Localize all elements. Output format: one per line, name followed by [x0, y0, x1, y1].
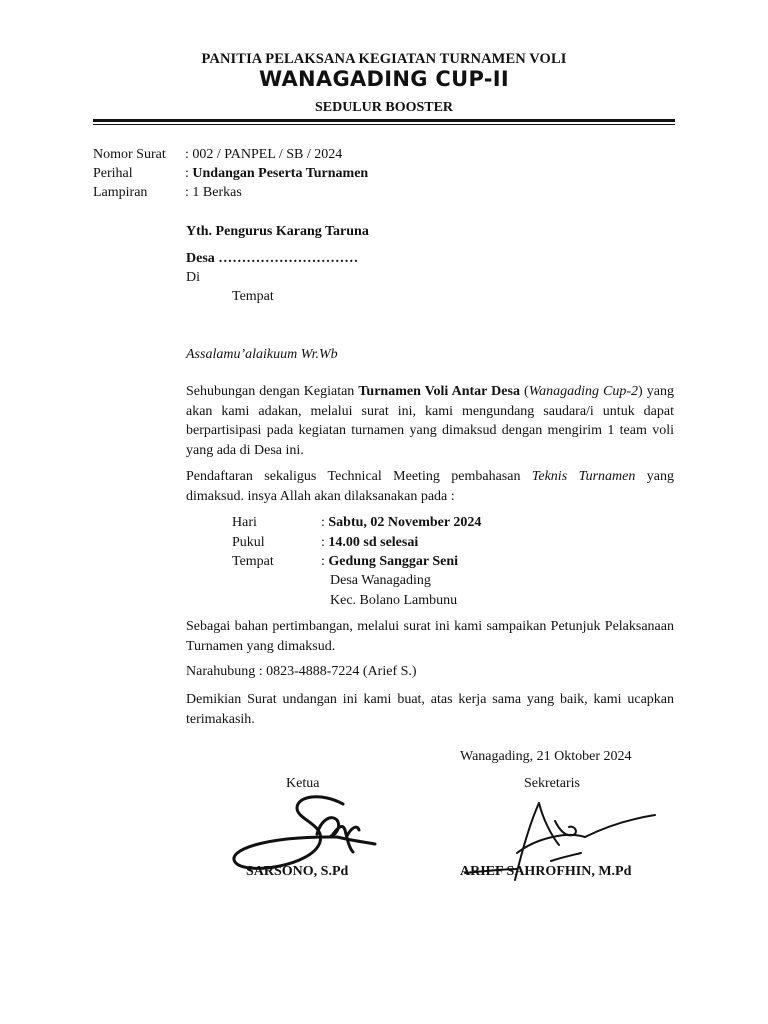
- para1-event-alias: Wanagading Cup-2: [528, 384, 639, 399]
- hari-label: Hari: [232, 515, 257, 530]
- perihal-label: Perihal: [93, 166, 133, 181]
- schedule-pukul: [232, 533, 418, 553]
- header-divider-thick: [93, 119, 675, 122]
- tempat-value: Gedung Sanggar Seni: [328, 554, 459, 569]
- greeting: Assalamu’alaikuum Wr.Wb: [186, 347, 338, 362]
- tempat-address-district: Kec. Bolano Lambunu: [330, 593, 458, 608]
- paragraph-invitation: [186, 382, 674, 460]
- nomor-value: : 002 / PANPEL / SB / 2024: [185, 147, 343, 162]
- para1-event-name: Turnamen Voli Antar Desa: [358, 384, 520, 399]
- hari-value: Sabtu, 02 November 2024: [328, 515, 482, 530]
- paragraph-registration: [186, 467, 674, 506]
- hari-colon: :: [321, 515, 329, 530]
- tempat-label: Tempat: [232, 554, 274, 569]
- header-organizer: SEDULUR BOOSTER: [314, 100, 454, 115]
- tempat-colon: :: [321, 554, 329, 569]
- sekretaris-name: ARIEF SAHROFHIN, M.Pd: [460, 864, 632, 879]
- para2-topic: Teknis Turnamen: [531, 469, 636, 484]
- recipient-line3: Di: [186, 270, 200, 285]
- lampiran-value: : 1 Berkas: [185, 185, 242, 200]
- lampiran-label: Lampiran: [93, 185, 148, 200]
- header-committee: PANITIA PELAKSANA KEGIATAN TURNAMEN VOLI: [201, 51, 567, 67]
- tempat-address-village: Desa Wanagading: [330, 573, 431, 588]
- pukul-colon: :: [321, 535, 329, 550]
- sekretaris-label: Sekretaris: [524, 776, 580, 791]
- perihal-colon: :: [185, 166, 193, 181]
- schedule-tempat: [232, 552, 458, 572]
- para2-text-a: Pendaftaran sekaligus Technical Meeting pembahasan: [186, 469, 532, 484]
- para2-text-c: yang dimaksud. insya Allah akan dilaksanakan pada :: [186, 469, 674, 504]
- recipient-line4: Tempat: [232, 289, 274, 304]
- paragraph-contact: Narahubung : 0823-4888-7224 (Arief S.): [186, 664, 417, 679]
- meta-nomor: [93, 145, 342, 165]
- paragraph-consideration: Sebagai bahan pertimbangan, melalui surat ini kami sampaikan Petunjuk Pelaksanaan Turnamen yang dimaksud.: [186, 619, 674, 654]
- header-divider-thin: [93, 124, 675, 125]
- ketua-name: SARSONO, S.Pd: [246, 864, 349, 879]
- para1-text-a: Sehubungan dengan Kegiatan: [186, 384, 359, 399]
- pukul-value: 14.00 sd selesai: [328, 535, 419, 550]
- place-date: Wanagading, 21 Oktober 2024: [460, 749, 632, 764]
- para1-text-e: ) yang akan kami adakan, melalui surat ini, kami mengundang saudara/i untuk dapat berpartisipasi pada kegiatan turnamen yang dimaksud dengan mengirim 1 team voli yang ada di Desa ini.: [186, 384, 674, 458]
- paragraph-closing: Demikian Surat undangan ini kami buat, atas kerja sama yang baik, kami ucapkan terimakasih.: [186, 692, 674, 727]
- header-event-title: WANAGADING CUP-II: [258, 67, 510, 91]
- meta-perihal: [93, 164, 368, 184]
- pukul-label: Pukul: [232, 535, 265, 550]
- perihal-value: Undangan Peserta Turnamen: [192, 166, 369, 181]
- schedule-hari: [232, 513, 481, 533]
- para1-text-c: (: [519, 384, 529, 399]
- recipient-line1: Yth. Pengurus Karang Taruna: [186, 224, 369, 239]
- ketua-label: Ketua: [286, 776, 320, 791]
- recipient-line2: Desa …………………………: [186, 251, 359, 266]
- meta-lampiran: [93, 183, 242, 203]
- nomor-label: Nomor Surat: [93, 147, 166, 162]
